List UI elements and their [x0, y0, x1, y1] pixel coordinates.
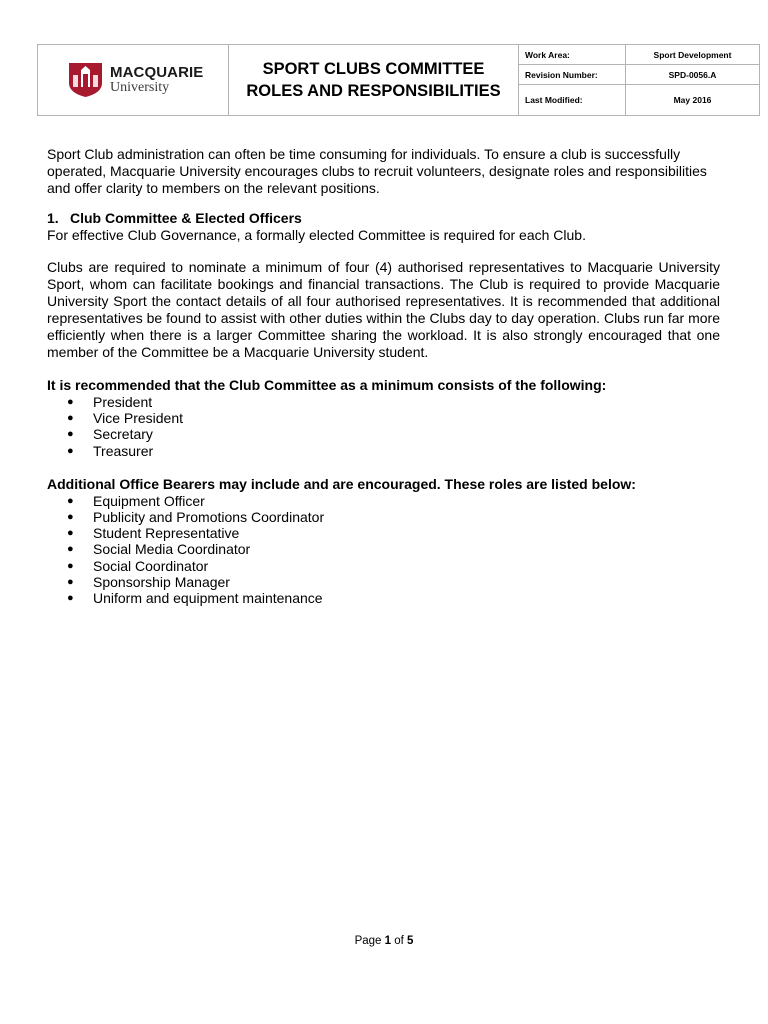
list-item — [67, 493, 720, 509]
bullet-icon: ● — [67, 559, 74, 572]
bullet-icon: ● — [67, 527, 74, 540]
section-1-lead: For effective Club Governance, a formally elected Committee is required for each Club. — [47, 227, 586, 243]
document-header — [37, 44, 760, 116]
list-item — [67, 574, 720, 590]
list-item-text: Publicity and Promotions Coordinator — [93, 509, 325, 526]
list-item-text: Equipment Officer — [93, 492, 205, 509]
title-line-2: ROLES AND RESPONSIBILITIES — [246, 82, 501, 100]
logo-name: MACQUARIE — [110, 64, 204, 81]
meta-value: May 2016 — [673, 95, 712, 105]
document-title — [229, 45, 519, 115]
bullet-icon: ● — [67, 575, 74, 588]
meta-label: Last Modified: — [519, 85, 626, 115]
meta-row-revision — [519, 65, 759, 85]
section-number: 1. — [47, 210, 59, 226]
page-word: Page — [354, 935, 382, 947]
list-item-text: Vice President — [93, 410, 184, 427]
bullet-icon: ● — [67, 444, 74, 457]
list-item-text: Social Media Coordinator — [93, 541, 251, 558]
bullet-icon: ● — [67, 592, 74, 605]
list-item — [67, 541, 720, 557]
current-page: 1 — [384, 935, 392, 947]
meta-value: Sport Development — [653, 49, 732, 60]
minimum-roles-list — [47, 394, 720, 459]
list-item — [67, 509, 720, 525]
meta-value: SPD-0056.A — [668, 69, 717, 80]
university-crest-icon — [69, 63, 102, 97]
list-item — [67, 558, 720, 574]
list-item-text: Secretary — [93, 426, 153, 443]
section-1-paragraph: Clubs are required to nominate a minimum of four (4) authorised representatives to Macquarie University Sport, whom can facilitate bookings and financial transactions. The Club is required to provide Macquarie University Sport the contact details of all four authorised representatives. It is recommended that additional representatives be found to assist with other duties within the Clubs day to day operation. Clubs run far more efficiently when there is a larger Committee sharing the workload. It is also strongly encouraged that one member of the Committee be a Macquarie University student. — [47, 259, 720, 360]
bullet-icon: ● — [67, 412, 74, 425]
meta-row-last-modified — [519, 85, 759, 115]
list-item-text: Uniform and equipment maintenance — [93, 590, 323, 607]
bullet-icon: ● — [67, 494, 74, 507]
intro-paragraph: Sport Club administration can often be time consuming for individuals. To ensure a club is successfully operated, Macquarie University encourages clubs to recruit volunteers, designate roles and responsibilities and offer clarity to members on the relevant positions. — [47, 146, 707, 196]
list-item — [67, 410, 720, 426]
list-item-text: Sponsorship Manager — [93, 573, 230, 590]
bullet-icon: ● — [67, 396, 74, 408]
section-1-heading — [47, 210, 720, 227]
logo-cell — [38, 45, 229, 115]
bullet-icon: ● — [67, 543, 74, 556]
additional-roles-heading: Additional Office Bearers may include and are encouraged. These roles are listed below: — [47, 475, 636, 492]
minimum-roles-heading: It is recommended that the Club Committee as a minimum consists of the following: — [47, 377, 607, 393]
meta-label: Revision Number: — [519, 65, 626, 84]
list-item-text: President — [93, 394, 153, 410]
title-line-1: SPORT CLUBS COMMITTEE — [262, 60, 485, 78]
list-item — [67, 426, 720, 442]
logo-subtitle: University — [110, 80, 170, 95]
bullet-icon: ● — [67, 428, 74, 441]
macquarie-logo — [69, 63, 203, 97]
list-item — [67, 394, 720, 410]
meta-row-work-area — [519, 45, 759, 65]
list-item — [67, 525, 720, 541]
document-body — [47, 146, 720, 606]
list-item — [67, 443, 720, 459]
of-word: of — [394, 935, 404, 947]
meta-label: Work Area: — [519, 45, 626, 64]
list-item-text: Student Representative — [93, 525, 240, 542]
bullet-icon: ● — [67, 511, 74, 524]
total-pages: 5 — [407, 935, 414, 947]
meta-table — [519, 45, 759, 115]
list-item-text: Treasurer — [93, 442, 154, 459]
page-footer — [0, 935, 768, 947]
list-item-text: Social Coordinator — [93, 557, 209, 574]
additional-roles-list — [47, 493, 720, 606]
list-item — [67, 590, 720, 606]
section-title: Club Committee & Elected Officers — [70, 210, 302, 226]
